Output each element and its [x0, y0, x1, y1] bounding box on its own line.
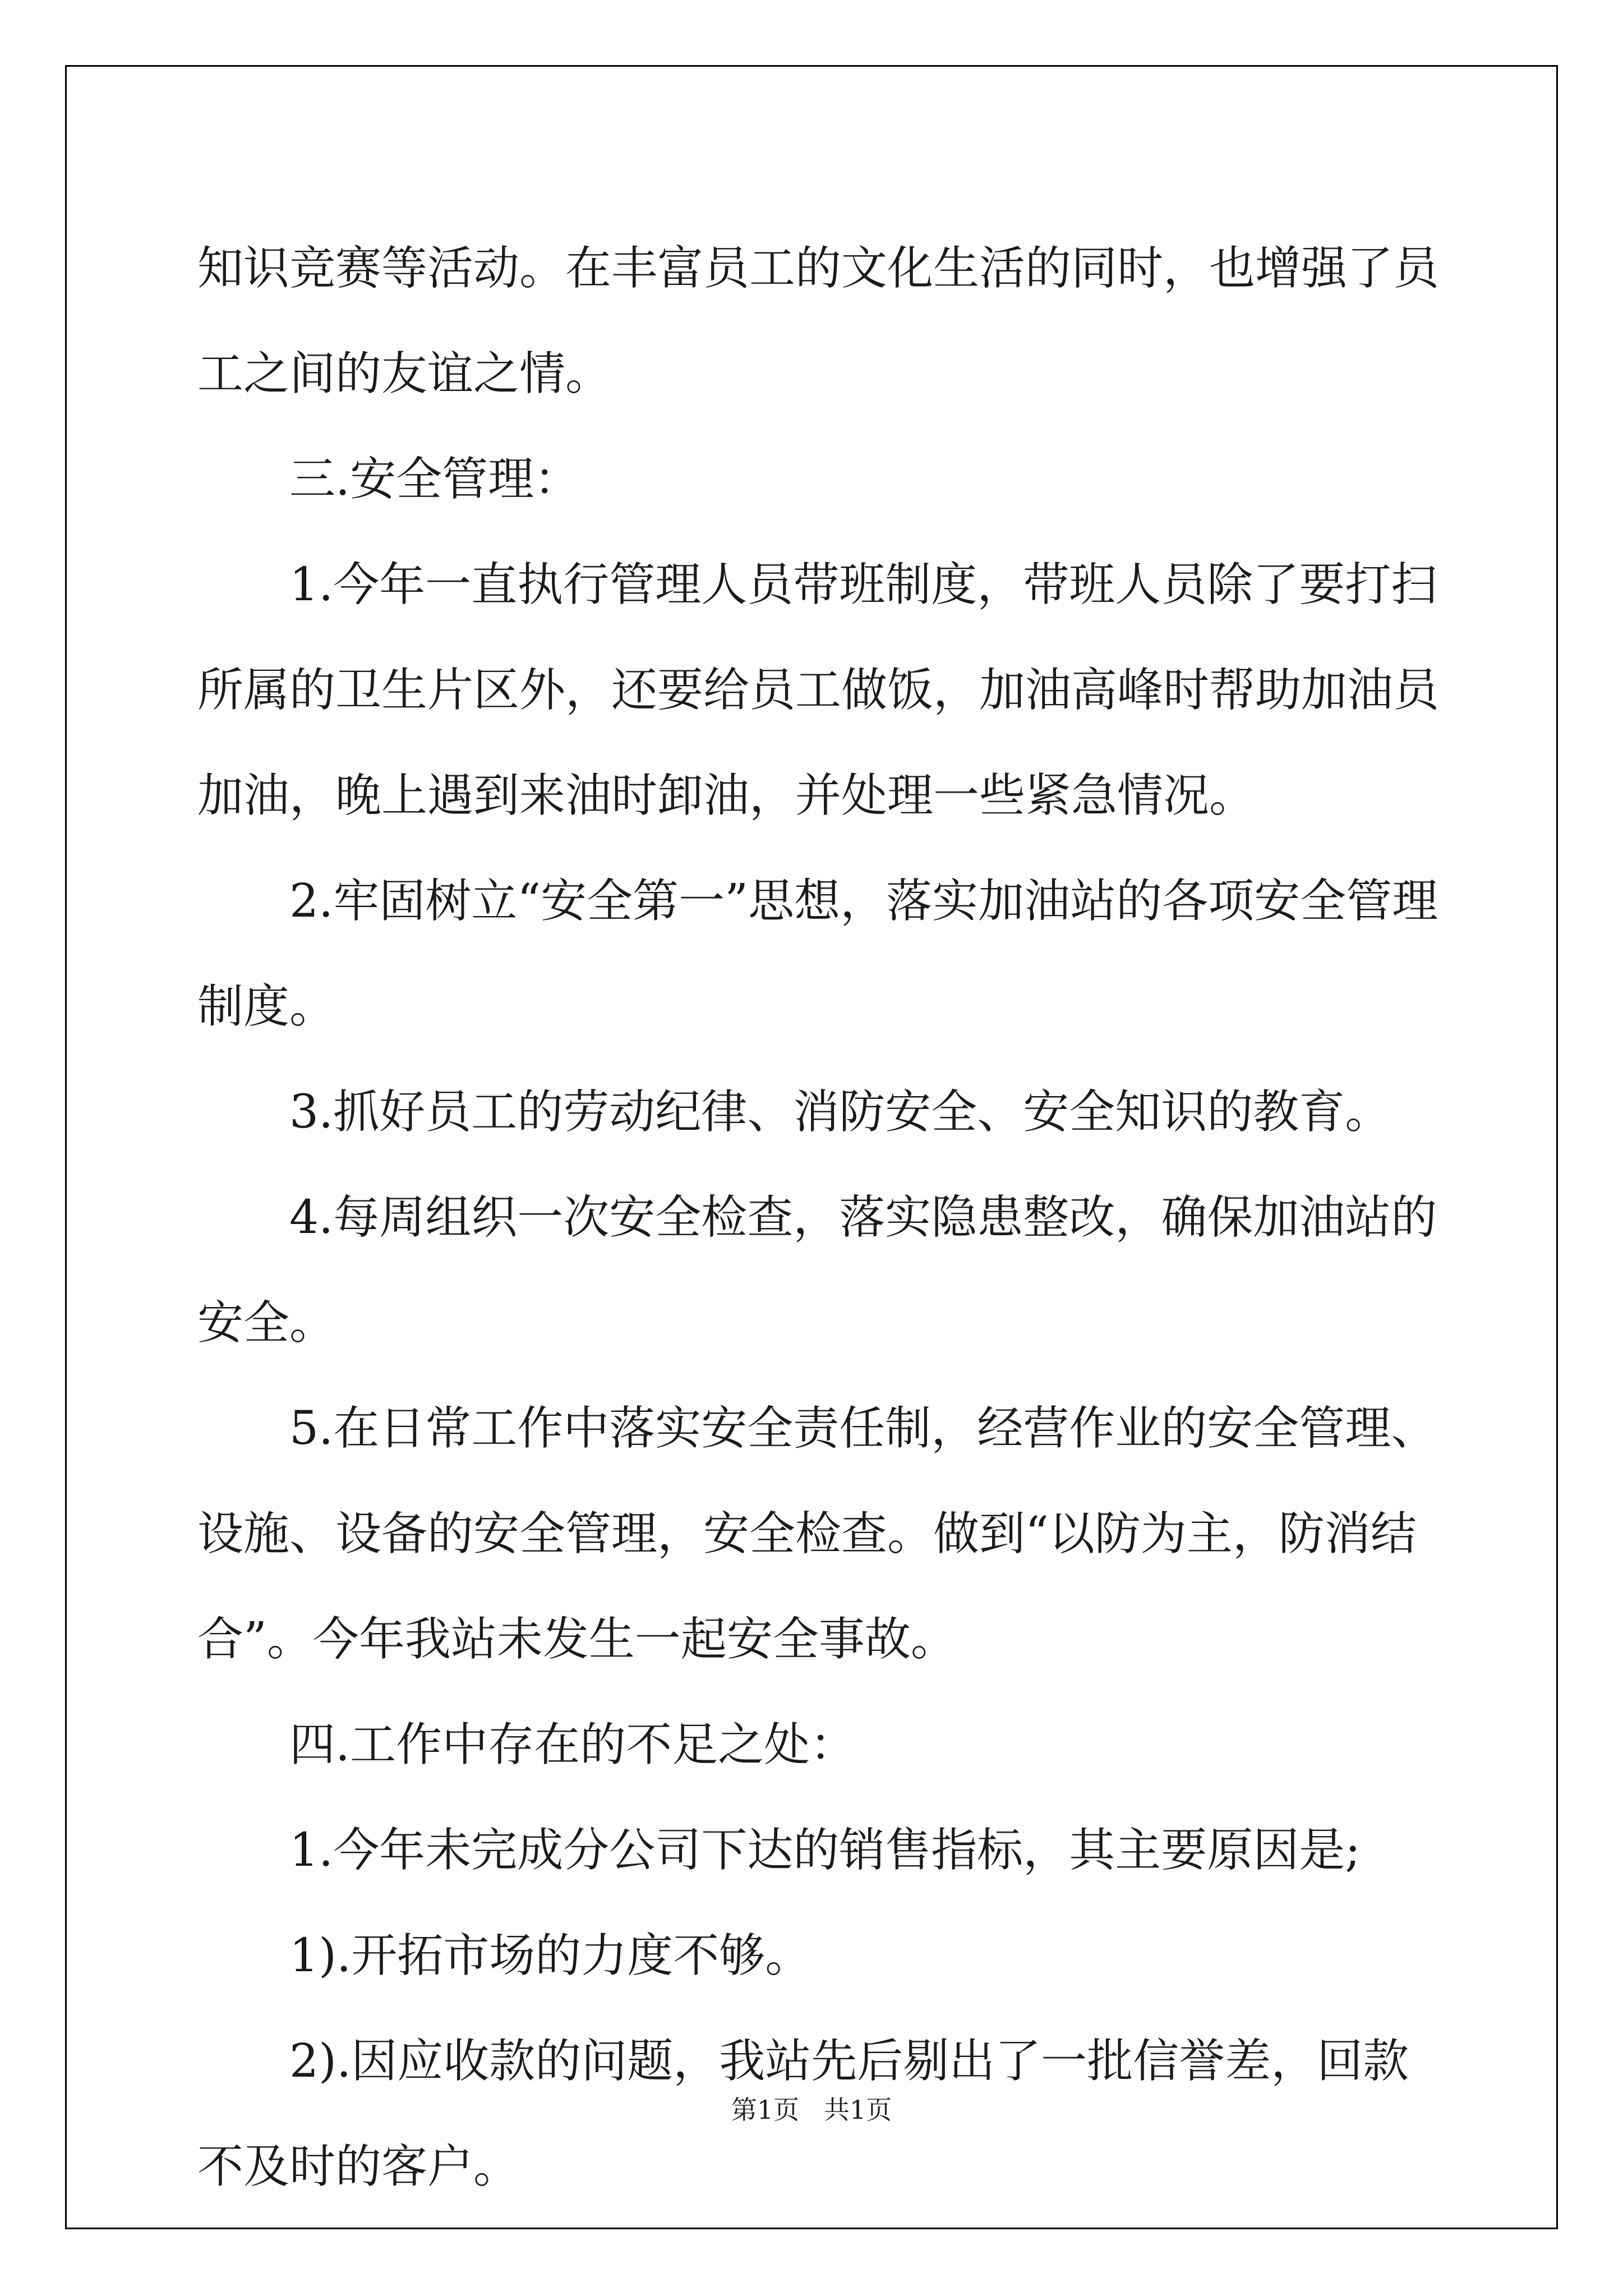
section-heading: 四.工作中存在的不足之处： [289, 1718, 856, 1772]
paragraph: 5.在日常工作中落实安全责任制，经营作业的安全管理、设施、设备的安全管理，安全检查。做到“以防为主，防消结合”。今年我站未发生一起安全事故。 [197, 1402, 1437, 1666]
paragraph: 1.今年一直执行管理人员带班制度，带班人员除了要打扫所属的卫生片区外，还要给员工做饭，加油高峰时帮助加油员加油，晚上遇到来油时卸油，并处理一些紧急情况。 [197, 558, 1440, 822]
list-item: 1).开拓市场的力度不够。 [289, 1929, 811, 1982]
paragraph: 1.今年未完成分公司下达的销售指标，其主要原因是; [289, 1824, 1361, 1877]
document-body [197, 216, 1450, 2220]
page-number: 第1页 共1页 [731, 2095, 892, 2125]
section-heading: 三.安全管理： [289, 453, 580, 506]
list-item: 2).因应收款的问题，我站先后剔出了一批信誉差，回款不及时的客户。 [197, 2035, 1409, 2193]
paragraph: 4.每周组织一次安全检查，落实隐患整改，确保加油站的安全。 [197, 1191, 1437, 1350]
paragraph: 3.抓好员工的劳动纪律、消防安全、安全知识的教育。 [289, 1085, 1391, 1139]
paragraph: 知识竞赛等活动。在丰富员工的文化生活的同时，也增强了员工之间的友谊之情。 [197, 242, 1440, 401]
paragraph: 2.牢固树立“安全第一”思想，落实加油站的各项安全管理制度。 [197, 875, 1438, 1033]
